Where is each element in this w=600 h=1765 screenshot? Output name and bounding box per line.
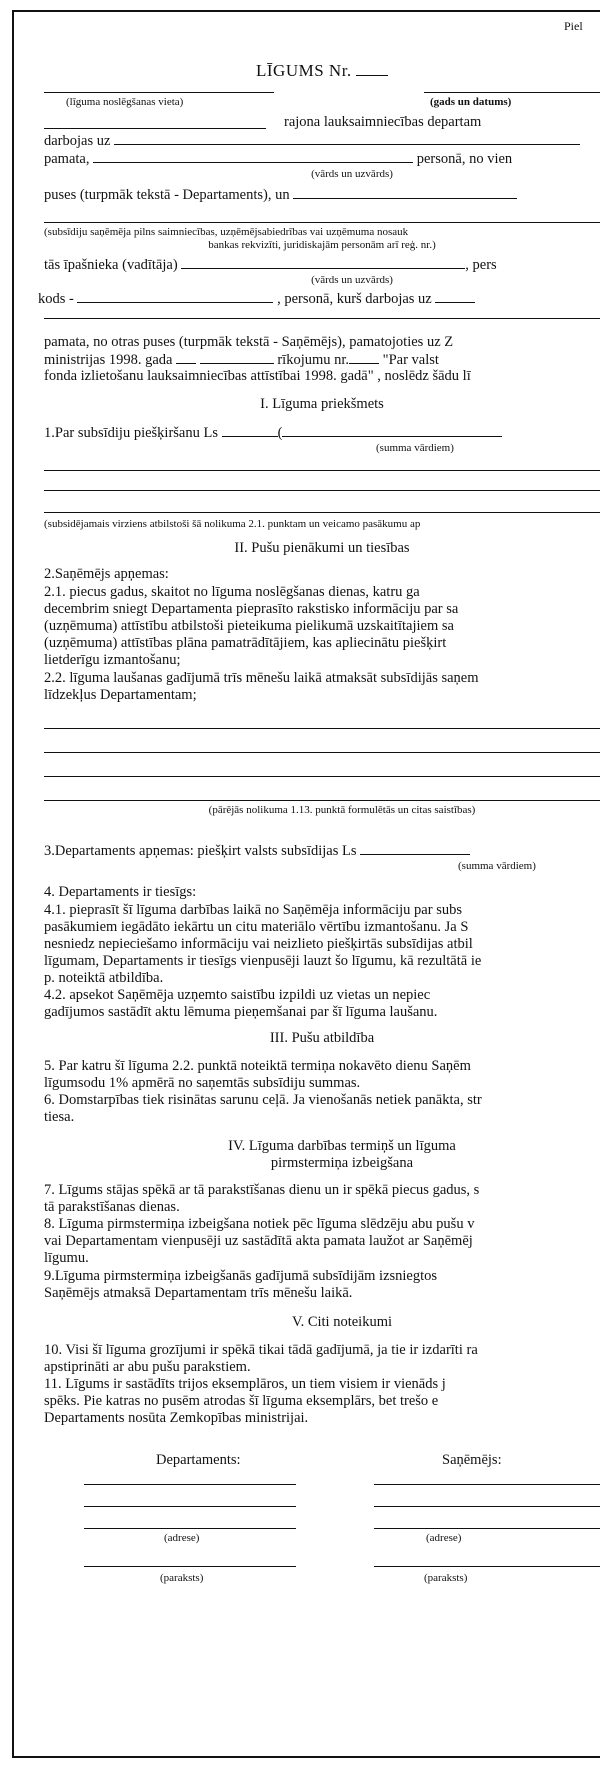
recipient-hint-1: (subsīdiju saņēmēja pilns saimniecības, uzņēmējsabiedrības vai uzņēmuma nosauk xyxy=(44,226,409,238)
section-4-heading-2: pirmstermiņa izbeigšana xyxy=(270,1155,414,1171)
basis-line[interactable] xyxy=(44,318,600,319)
intro-line-2: darbojas uz xyxy=(44,132,580,150)
district-line[interactable] xyxy=(44,128,266,129)
intro-line-9: fonda izlietošanu lauksaimniecības attīstībai 1998. gadā" , noslēdz šādu lī xyxy=(44,368,471,384)
sum-hint: (summa vārdiem) xyxy=(376,442,454,454)
clause-3: 3.Departaments apņemas: piešķirt valsts subsīdijas Ls xyxy=(44,842,470,860)
clause-2-1-line-5: lietderīgu izmantošanu; xyxy=(44,652,181,668)
clause-2-1-line-4: (uzņēmuma) attīstības plāna pamatrādītājiem, kas apliecinātu piešķirt xyxy=(44,635,447,651)
section-5-heading: V. Citi noteikumi xyxy=(291,1314,393,1330)
intro-line-6: kods - , personā, kurš darbojas uz xyxy=(38,290,475,308)
department-address-hint: (adrese) xyxy=(164,1532,200,1544)
clause-4: 4. Departaments ir tiesīgs: xyxy=(44,884,197,900)
intro-line-5: tās īpašnieka (vadītāja) , pers xyxy=(44,257,497,273)
section-2-heading: II. Pušu pienākumi un tiesības xyxy=(234,540,410,556)
section-4-heading-1: IV. Līguma darbības termiņš un līguma xyxy=(228,1138,456,1154)
subject-line-1[interactable] xyxy=(44,470,600,471)
name-hint-2: (vārds un uzvārds) xyxy=(311,274,393,286)
clause-7-line-2: tā parakstīšanas dienas. xyxy=(44,1199,180,1215)
clause-8-line-2: vai Departamentam vienpusēji uz sastādītā akta pamata laužot ar Saņēmēj xyxy=(44,1233,473,1249)
sum-hint-2: (summa vārdiem) xyxy=(458,860,536,872)
recipient-title: Saņēmējs: xyxy=(442,1452,502,1468)
clause-11-line-1: 11. Līgums ir sastādīts trijos eksemplāros, un tiem visiem ir vienāds j xyxy=(44,1376,446,1392)
item-1: 1.Par subsīdiju piešķiršanu Ls ( xyxy=(44,424,502,442)
clause-4-1-line-3: nesniedz nepieciešamo informāciju vai neizlieto piešķirtās subsīdijas atbil xyxy=(44,936,473,952)
recipient-hint-2: bankas rekvizīti, juridiskajām personām arī reģ. nr.) xyxy=(208,239,436,251)
obligation-line-2[interactable] xyxy=(44,752,600,753)
clause-8-line-1: 8. Līguma pirmstermiņa izbeigšana notiek pēc līguma slēdzēju abu pušu v xyxy=(44,1216,475,1232)
recipient-address-line-2[interactable] xyxy=(374,1506,600,1507)
clause-7-line-1: 7. Līgums stājas spēkā ar tā parakstīšanas dienu un ir spēkā piecus gadus, s xyxy=(44,1182,480,1198)
clause-4-1-line-1: 4.1. pieprasīt šī līguma darbības laikā no Saņēmēja informāciju par subs xyxy=(44,902,462,918)
intro-line-7: pamata, no otras puses (turpmāk tekstā - Saņēmējs), pamatojoties uz Z xyxy=(44,334,454,350)
clause-2-1-line-3: (uzņēmuma) attīstību atbilstoši pieteikuma pielikumā uzskaitītajiem sa xyxy=(44,618,454,634)
clause-6-line-1: 6. Domstarpības tiek risinātas sarunu ceļā. Ja vienošanās netiek panākta, str xyxy=(44,1092,482,1108)
clause-2: 2.Saņēmējs apņemas: xyxy=(44,566,169,582)
clause-11-line-3: Departaments nosūta Zemkopības ministrijai. xyxy=(44,1410,309,1426)
intro-line-4: puses (turpmāk tekstā - Departaments), un xyxy=(44,186,517,204)
recipient-line[interactable] xyxy=(44,222,600,223)
clause-2-2-line-1: 2.2. līguma laušanas gadījumā trīs mēnešu laikā atmaksāt subsīdijās saņem xyxy=(44,670,479,686)
date-hint: (gads un datums) xyxy=(430,96,512,108)
recipient-address-line-1[interactable] xyxy=(374,1484,600,1485)
page-title: LĪGUMS Nr. xyxy=(256,62,388,79)
obligation-line-4[interactable] xyxy=(44,800,600,801)
name-hint-1: (vārds un uzvārds) xyxy=(311,168,393,180)
intro-line-1: rajona lauksaimniecības departam xyxy=(284,114,482,130)
section-1-heading: I. Līguma priekšmets xyxy=(260,396,384,412)
date-line[interactable] xyxy=(424,92,600,93)
clause-2-1-line-1: 2.1. piecus gadus, skaitot no līguma noslēgšanas dienas, katru ga xyxy=(44,584,420,600)
department-title: Departaments: xyxy=(156,1452,241,1468)
clause-10-line-2: apstiprināti ar abu pušu parakstiem. xyxy=(44,1359,251,1375)
subject-line-2[interactable] xyxy=(44,490,600,491)
clause-4-1-line-2: pasākumiem iegādāto iekārtu un citu materiālo vērtību izmantošanu. Ja S xyxy=(44,919,469,935)
clause-11-line-2: spēks. Pie katras no pusēm atrodas šī līguma eksemplārs, bet trešo e xyxy=(44,1393,439,1409)
clause-9-line-2: Saņēmējs atmaksā Departamentam trīs mēnešu laikā. xyxy=(44,1285,353,1301)
clause-2-2-line-2: līdzekļus Departamentam; xyxy=(44,687,197,703)
recipient-signature-hint: (paraksts) xyxy=(424,1572,468,1584)
contract-document xyxy=(38,0,600,1765)
intro-line-8: ministrijas 1998. gada rīkojumu nr. "Par valst xyxy=(44,352,439,368)
section-3-heading: III. Pušu atbildība xyxy=(269,1030,375,1046)
intro-line-3: pamata, personā, no vien xyxy=(44,151,513,167)
clause-5-line-1: 5. Par katru šī līguma 2.2. punktā noteiktā termiņa nokavēto dienu Saņēm xyxy=(44,1058,471,1074)
recipient-signature-line[interactable] xyxy=(374,1566,600,1567)
subject-line-3[interactable] xyxy=(44,512,600,513)
clause-5-line-2: līgumsodu 1% apmērā no saņemtās subsīdiju summas. xyxy=(44,1075,361,1091)
recipient-address-hint: (adrese) xyxy=(426,1532,462,1544)
department-address-line-2[interactable] xyxy=(84,1506,296,1507)
obligations-hint: (pārējās nolikuma 1.13. punktā formulētās un citas saistības) xyxy=(208,804,476,816)
place-hint: (līguma noslēgšanas vieta) xyxy=(66,96,184,108)
place-line[interactable] xyxy=(44,92,274,93)
obligation-line-1[interactable] xyxy=(44,728,600,729)
clause-8-line-3: līgumu. xyxy=(44,1250,89,1266)
clause-10-line-1: 10. Visi šī līguma grozījumi ir spēkā tikai tādā gadījumā, ja tie ir izdarīti ra xyxy=(44,1342,478,1358)
department-signature-hint: (paraksts) xyxy=(160,1572,204,1584)
clause-2-1-line-2: decembrim sniegt Departamenta pieprasīto rakstisko informāciju par sa xyxy=(44,601,459,617)
department-address-line-3[interactable] xyxy=(84,1528,296,1529)
recipient-address-line-3[interactable] xyxy=(374,1528,600,1529)
direction-hint: (subsidējamais virziens atbilstoši šā nolikuma 2.1. punktam un veicamo pasākumu ap xyxy=(44,518,421,530)
clause-9-line-1: 9.Līguma pirmstermiņa izbeigšanās gadījumā subsīdijām izsniegtos xyxy=(44,1268,438,1284)
obligation-line-3[interactable] xyxy=(44,776,600,777)
corner-label: Piel xyxy=(564,19,583,33)
clause-4-1-line-5: p. noteiktā atbildība. xyxy=(44,970,164,986)
clause-6-line-2: tiesa. xyxy=(44,1109,75,1125)
department-address-line-1[interactable] xyxy=(84,1484,296,1485)
clause-4-1-line-4: līgumam, Departaments ir tiesīgs vienpusēji lauzt šo līgumu, kā rezultātā ie xyxy=(44,953,482,969)
clause-4-2-line-1: 4.2. apsekot Saņēmēja uzņemto saistību izpildi uz vietas un nepiec xyxy=(44,987,431,1003)
department-signature-line[interactable] xyxy=(84,1566,296,1567)
clause-4-2-line-2: gadījumos sastādīt aktu lēmuma pieņemšanai par šī līguma laušanu. xyxy=(44,1004,438,1020)
